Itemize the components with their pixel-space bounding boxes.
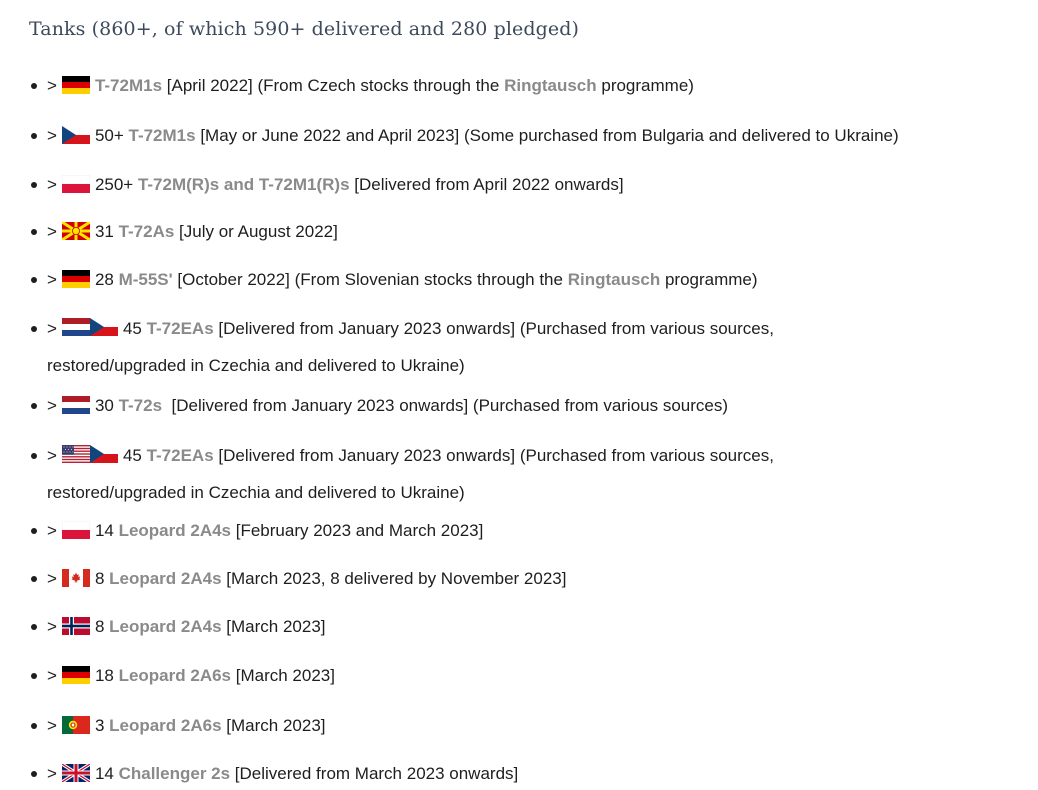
chevron-right-icon: > — [47, 175, 57, 194]
list-item — [29, 396, 728, 416]
tank-model-link[interactable]: M-55S' — [118, 270, 173, 289]
list-item — [29, 764, 518, 784]
details-text: [March 2023] — [221, 617, 326, 636]
chevron-right-icon: > — [47, 617, 57, 636]
bullet-icon — [29, 319, 47, 339]
list-item-line — [29, 270, 758, 290]
netherlands-flag-icon — [62, 318, 90, 336]
tank-model-link[interactable]: T-72M1s — [94, 76, 163, 95]
list-item — [29, 521, 483, 541]
details-continuation: restored/upgraded in Czechia and delivered to Ukraine) — [47, 356, 465, 375]
chevron-right-icon: > — [47, 396, 57, 415]
details-text: [July or August 2022] — [174, 222, 338, 241]
details-text: [May or June 2022 and April 2023] (Some purchased from Bulgaria and delivered to Ukraine) — [195, 126, 899, 145]
list-item — [29, 569, 566, 589]
flag-group — [62, 521, 90, 539]
poland-flag-icon — [62, 175, 90, 193]
north-macedonia-flag-icon — [62, 222, 90, 240]
flag-group — [62, 126, 90, 144]
chevron-right-icon: > — [47, 222, 57, 241]
bullet-icon — [29, 764, 47, 784]
quantity-text: 50+ — [94, 126, 129, 145]
flag-group — [62, 666, 90, 684]
bullet-icon — [29, 270, 47, 290]
list-item-line — [29, 126, 899, 146]
germany-flag-icon — [62, 666, 90, 684]
flag-group — [62, 318, 118, 338]
section-heading: Tanks (860+, of which 590+ delivered and 280 pledged) — [29, 18, 580, 40]
list-item — [29, 126, 899, 146]
quantity-text: 30 — [94, 396, 119, 415]
details-continuation: restored/upgraded in Czechia and delivered to Ukraine) — [47, 483, 465, 502]
flag-group — [62, 617, 90, 635]
list-item-line — [29, 521, 483, 541]
uk-flag-icon — [62, 764, 90, 782]
bullet-icon — [29, 126, 47, 146]
details-text: [October 2022] (From Slovenian stocks through the — [172, 270, 568, 289]
germany-flag-icon — [62, 270, 90, 288]
bullet-icon — [29, 521, 47, 541]
quantity-text: 8 — [94, 617, 110, 636]
tank-model-link[interactable]: Challenger 2s — [118, 764, 231, 783]
bullet-icon — [29, 222, 47, 242]
quantity-text: 31 — [94, 222, 119, 241]
quantity-text: 14 — [94, 521, 119, 540]
chevron-right-icon: > — [47, 764, 57, 783]
list-item-line — [29, 716, 326, 736]
tank-model-link[interactable]: Leopard 2A6s — [109, 716, 222, 735]
details-text: [March 2023, 8 delivered by November 2023] — [221, 569, 567, 588]
details-text: [Delivered from January 2023 onwards] (Purchased from various sources) — [162, 396, 729, 415]
chevron-right-icon: > — [47, 521, 57, 540]
flag-group — [62, 76, 90, 94]
details-text: [February 2023 and March 2023] — [231, 521, 484, 540]
bullet-icon — [29, 617, 47, 637]
list-item-line — [29, 222, 338, 242]
quantity-text: 14 — [94, 764, 119, 783]
netherlands-flag-icon — [62, 396, 90, 414]
list-item — [29, 617, 326, 637]
list-item-line — [29, 446, 774, 466]
details-text: [March 2023] — [221, 716, 326, 735]
germany-flag-icon — [62, 76, 90, 94]
quantity-text: 45 — [122, 446, 147, 465]
tank-model-link[interactable]: Leopard 2A6s — [118, 666, 232, 685]
flag-group — [62, 569, 90, 587]
tank-model-link[interactable]: T-72s — [118, 396, 163, 415]
details-text: [Delivered from January 2023 onwards] (Purchased from various sources, — [213, 446, 774, 465]
quantity-text: 250+ — [94, 175, 138, 194]
flag-group — [62, 396, 90, 414]
list-item — [29, 319, 774, 376]
chevron-right-icon: > — [47, 569, 57, 588]
list-item — [29, 446, 774, 503]
quantity-text: 45 — [122, 319, 147, 338]
quantity-text: 18 — [94, 666, 119, 685]
chevron-right-icon: > — [47, 270, 57, 289]
list-item-line — [29, 76, 694, 96]
ringtausch-link[interactable]: Ringtausch — [567, 270, 661, 289]
bullet-icon — [29, 569, 47, 589]
details-text: [March 2023] — [231, 666, 335, 685]
tank-model-link[interactable]: Leopard 2A4s — [109, 617, 222, 636]
flag-group — [62, 270, 90, 288]
chevron-right-icon: > — [47, 319, 57, 338]
flag-group — [62, 175, 90, 193]
bullet-icon — [29, 76, 47, 96]
details-text: [Delivered from March 2023 onwards] — [230, 764, 519, 783]
details-text: [Delivered from January 2023 onwards] (Purchased from various sources, — [213, 319, 774, 338]
norway-flag-icon — [62, 617, 90, 635]
list-item-line — [29, 569, 566, 589]
chevron-right-icon: > — [47, 126, 57, 145]
quantity-text: 3 — [94, 716, 110, 735]
list-item — [29, 716, 326, 736]
list-item — [29, 175, 624, 195]
tank-model-link[interactable]: T-72M1s — [128, 126, 196, 145]
details-text: [Delivered from April 2022 onwards] — [349, 175, 624, 194]
list-item-line — [29, 764, 518, 784]
list-item — [29, 666, 335, 686]
czechia-flag-icon — [90, 445, 118, 463]
list-item-line — [29, 175, 624, 195]
tank-model-link[interactable]: Leopard 2A4s — [109, 569, 222, 588]
czechia-flag-icon — [90, 318, 118, 336]
bullet-icon — [29, 666, 47, 686]
details-text-end: programme) — [660, 270, 758, 289]
tank-model-link[interactable]: T-72As — [118, 222, 175, 241]
list-item-line — [29, 396, 728, 416]
list-item-line — [29, 666, 335, 686]
tank-model-link[interactable]: T-72M(R)s and T-72M1(R)s — [137, 175, 350, 194]
tank-model-link[interactable]: T-72EAs — [146, 446, 214, 465]
tank-model-link[interactable]: T-72EAs — [146, 319, 214, 338]
chevron-right-icon: > — [47, 666, 57, 685]
flag-group — [62, 764, 90, 782]
poland-flag-icon — [62, 521, 90, 539]
bullet-icon — [29, 396, 47, 416]
portugal-flag-icon — [62, 716, 90, 734]
list-item-line — [29, 319, 774, 339]
list-item — [29, 270, 758, 290]
chevron-right-icon: > — [47, 76, 57, 95]
bullet-icon — [29, 446, 47, 466]
tank-model-link[interactable]: Leopard 2A4s — [118, 521, 232, 540]
quantity-text: 28 — [94, 270, 119, 289]
bullet-icon — [29, 175, 47, 195]
list-item-line — [29, 617, 326, 637]
chevron-right-icon: > — [47, 716, 57, 735]
ringtausch-link[interactable]: Ringtausch — [504, 76, 597, 95]
flag-group — [62, 222, 90, 240]
flag-group — [62, 445, 118, 465]
list-item — [29, 76, 694, 96]
czechia-flag-icon — [62, 126, 90, 144]
details-text-end: programme) — [596, 76, 694, 95]
flag-group — [62, 716, 90, 734]
bullet-icon — [29, 716, 47, 736]
usa-flag-icon — [62, 445, 90, 463]
details-text: [April 2022] (From Czech stocks through the — [162, 76, 505, 95]
list-item — [29, 222, 338, 242]
canada-flag-icon — [62, 569, 90, 587]
chevron-right-icon: > — [47, 446, 57, 465]
quantity-text: 8 — [94, 569, 110, 588]
